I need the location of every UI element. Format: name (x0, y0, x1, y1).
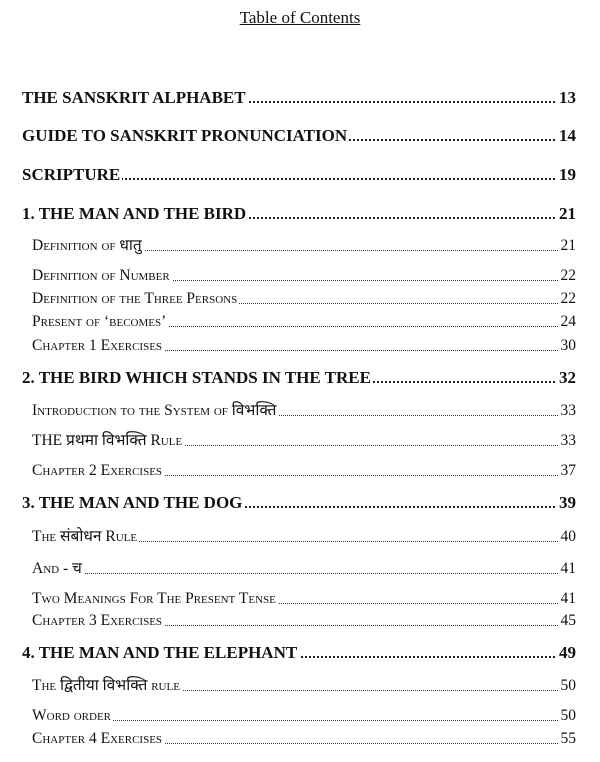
toc-entry-title: Chapter 4 Exercises (32, 730, 163, 747)
toc-entry-page: 19 (559, 165, 576, 184)
toc-entry-title: Definition of Number (32, 267, 170, 284)
toc-entry[interactable] (0, 428, 600, 452)
toc-entry[interactable] (0, 263, 600, 287)
toc-entry-page: 37 (560, 462, 576, 479)
toc-entry-title: Chapter 3 Exercises (32, 612, 163, 629)
toc-entry-title: Chapter 2 Exercises (32, 462, 163, 479)
toc-entry[interactable] (0, 163, 600, 187)
toc-entry[interactable] (0, 524, 600, 548)
toc-entry-page: 41 (560, 590, 576, 607)
toc-entry[interactable] (0, 309, 600, 333)
toc-entry-page: 14 (559, 126, 576, 145)
toc-entry[interactable] (0, 202, 600, 226)
toc-entry-page: 24 (560, 313, 576, 330)
toc-entry-page: 32 (559, 368, 576, 387)
toc-entry-page: 45 (560, 612, 576, 629)
toc-entry-page: 41 (560, 560, 576, 577)
toc-entry-page: 30 (560, 337, 576, 354)
toc-entry-page: 22 (560, 267, 576, 284)
toc-entry-page: 33 (560, 432, 576, 449)
leader-dots (32, 573, 570, 574)
toc-entry[interactable] (0, 491, 600, 515)
toc-entry[interactable] (0, 124, 600, 148)
toc-entry-title: 2. THE BIRD WHICH STANDS IN THE TREE (22, 368, 371, 387)
toc-entry-title: Present of ‘becomes’ (32, 313, 167, 330)
toc-entry-page: 13 (559, 88, 576, 107)
toc-entry-title: Two Meanings For The Present Tense (32, 590, 276, 607)
toc-entry-title: SCRIPTURE (22, 165, 121, 184)
toc-entry-title: 4. THE MAN AND THE ELEPHANT (22, 643, 298, 662)
toc-entry-title: Introduction to the System of विभक्ति (32, 398, 278, 420)
toc-entry-title: THE प्रथमा विभक्ति Rule (32, 428, 184, 450)
toc-entry-title: And - च (32, 556, 84, 578)
toc-entry-page: 33 (560, 402, 576, 419)
toc-entry-page: 21 (559, 204, 576, 223)
toc-entry-title: The संबोधन Rule (32, 524, 139, 546)
toc-entry[interactable] (0, 458, 600, 482)
toc-entry-title: The द्वितीया विभक्ति rule (32, 673, 182, 695)
page-title: Table of Contents (239, 8, 361, 27)
toc-entry[interactable] (0, 586, 600, 610)
toc-entry-title: GUIDE TO SANSKRIT PRONUNCIATION (22, 126, 348, 145)
toc-entry-page: 39 (559, 493, 576, 512)
toc-entry[interactable] (0, 608, 600, 632)
toc-entry-title: Definition of the Three Persons (32, 290, 238, 307)
toc-entry-title: Definition of धातु (32, 233, 144, 255)
toc-entry-page: 22 (560, 290, 576, 307)
toc-entry[interactable] (0, 398, 600, 422)
toc-entry-title: 1. THE MAN AND THE BIRD (22, 204, 247, 223)
toc-entry-title: THE SANSKRIT ALPHABET (22, 88, 246, 107)
toc-entry-page: 21 (560, 237, 576, 254)
toc-entry-page: 40 (560, 528, 576, 545)
toc-entry[interactable] (0, 286, 600, 310)
toc-entry-page: 50 (560, 677, 576, 694)
toc-entry[interactable] (0, 703, 600, 727)
toc-entry[interactable] (0, 726, 600, 750)
toc-entry[interactable] (0, 86, 600, 110)
toc-entry-page: 49 (559, 643, 576, 662)
toc-entry[interactable] (0, 333, 600, 357)
toc-entry[interactable] (0, 366, 600, 390)
toc-entry-title: 3. THE MAN AND THE DOG (22, 493, 243, 512)
toc-entry-page: 50 (560, 707, 576, 724)
toc-entry[interactable] (0, 673, 600, 697)
toc-entry[interactable] (0, 556, 600, 580)
toc-entry-title: Chapter 1 Exercises (32, 337, 163, 354)
toc-entry[interactable] (0, 233, 600, 257)
toc-entry-page: 55 (560, 730, 576, 747)
toc-entry-title: Word order (32, 707, 112, 724)
toc-entry[interactable] (0, 641, 600, 665)
